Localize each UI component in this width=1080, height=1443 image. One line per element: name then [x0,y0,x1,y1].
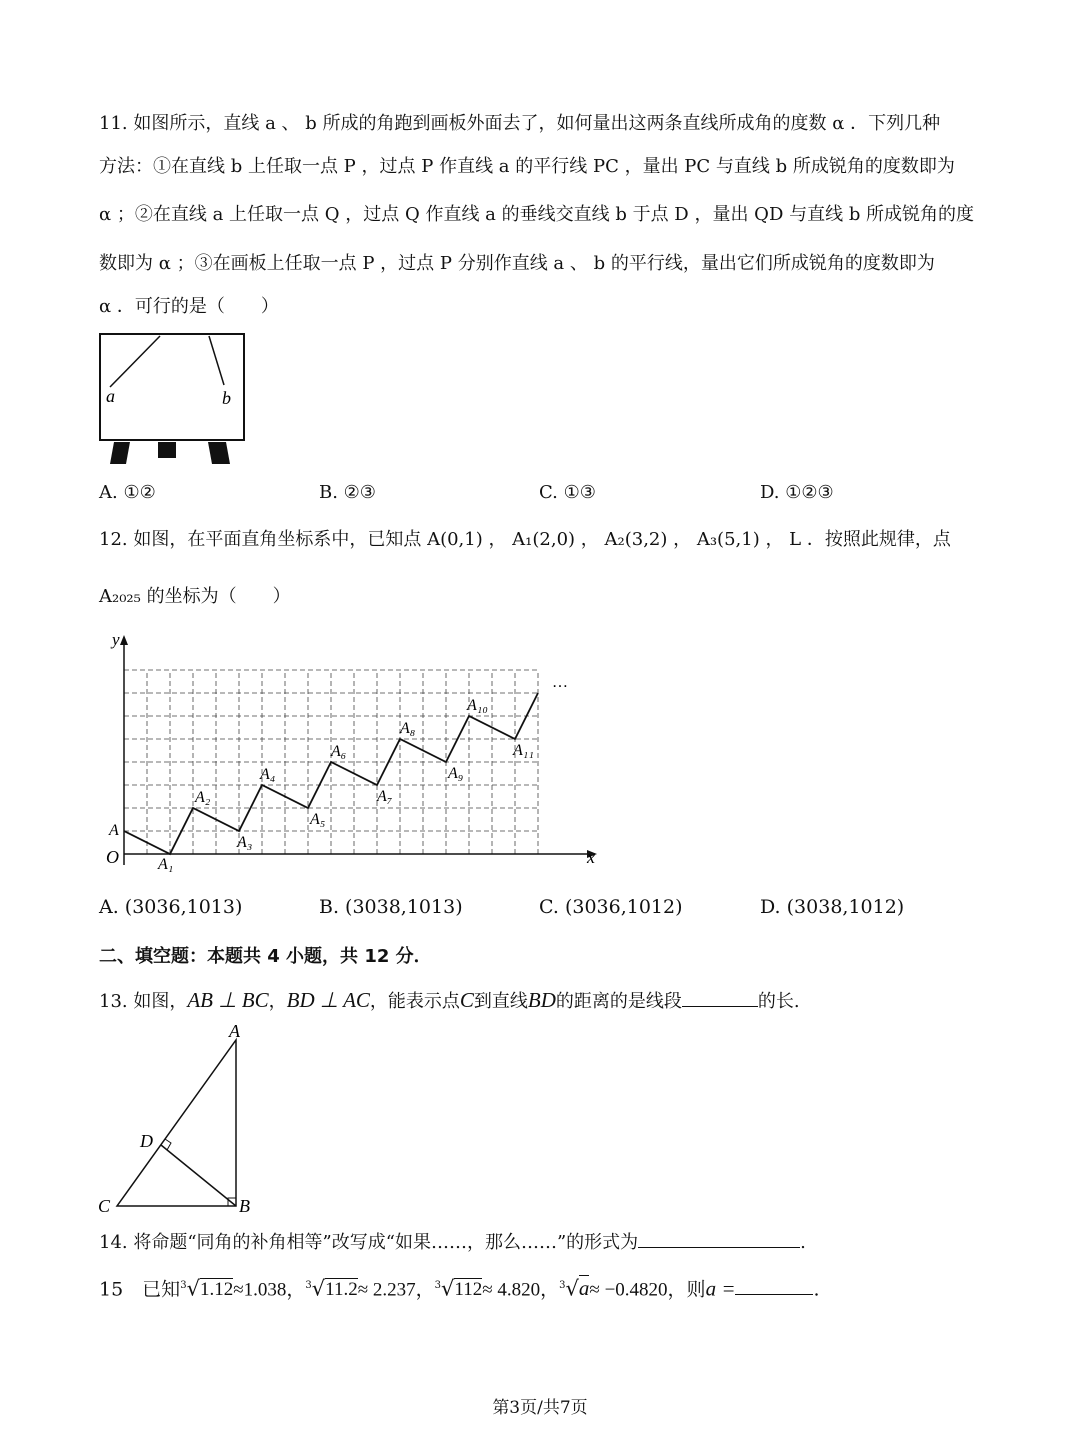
q12-coordinate-chart [100,625,610,875]
point-label-10: A₁₀ [467,697,488,714]
easel-leg-right [208,442,230,464]
q12-line-2: A₂₀₂₅ 的坐标为（ ） [99,586,291,607]
point-label-0: A [109,822,119,839]
q15-radicand-3: 112 [454,1279,483,1301]
q15-value-1: ≈1.038， [233,1279,306,1301]
q11-option-c: C. ①③ [539,482,596,503]
q11-option-a: A. ①② [99,482,156,503]
q14-text: 14. 将命题“同角的补角相等”改写成“如果……，那么……”的形式为 [99,1232,639,1253]
point-label-6: A₆ [331,743,347,760]
point-label-1: A₁ [158,856,174,873]
point-label-11: A₁₁ [513,742,534,759]
q11-option-d: D. ①②③ [760,482,834,503]
q11-label-b: b [222,388,231,408]
q14-end: . [800,1232,806,1253]
q11-line-2: 方法：①在直线 b 上任取一点 P ，过点 P 作直线 a 的平行线 PC ，量出 PC 与直线 b 所成锐角的度数即为 [99,156,955,177]
point-label-9: A₉ [448,765,464,782]
x-axis-label: x [587,847,595,867]
page-footer: 第3页/共7页 [492,1398,588,1418]
easel-leg-middle [158,442,176,458]
q13-answer-blank[interactable] [682,988,758,1007]
q13-line-name: BD [527,988,556,1012]
point-label-5: A₅ [310,811,326,828]
q13-sep: ， [268,991,287,1012]
q13-label-a: A [229,1021,240,1041]
q13-label-d: D [140,1131,153,1151]
y-axis-arrow [120,635,128,645]
q15-answer-blank[interactable] [735,1276,813,1295]
section-2-title: 二、填空题：本题共 4 小题，共 12 分． [99,946,432,967]
q13-label-c: C [98,1196,111,1216]
continuation-ellipsis: … [552,674,568,691]
q12-line-1: 12. 如图，在平面直角坐标系中，已知点 A(0,1) ， A₁(2,0) ， A₂(3,2) ， A₃(5,1) ， L ．按照此规律，点 [99,529,951,550]
q11-drawing-board-figure [96,332,251,467]
q13-cond-1: AB ⊥ BC [187,988,269,1012]
q11-line-5: α ．可行的是（ ） [99,296,279,317]
q13-text-mid-2: 到直线 [473,991,528,1012]
q13-cond-2: BD ⊥ AC [286,988,370,1012]
q11-line-4: 数即为 α ；③在画板上任取一点 P ，过点 P 分别作直线 a 、 b 的平行线，量出它们所成锐角的度数即为 [99,253,935,274]
point-label-7: A₇ [377,788,393,805]
q12-option-b: B. (3038,1013) [319,896,463,918]
q11-label-a: a [106,386,115,406]
point-label-4: A₄ [260,766,276,783]
q15-radicand-4: a [578,1276,590,1301]
q13-triangle-figure [95,1020,265,1220]
q11-option-b: B. ②③ [319,482,376,503]
q12-option-a: A. (3036,1013) [99,896,243,918]
q13-line [99,988,800,1014]
q12-option-d: D. (3038,1012) [760,896,905,918]
q15-prefix: 15 已知 [99,1278,181,1301]
q15-end: . [813,1278,820,1301]
q13-point: C [459,988,474,1012]
q15-value-2: ≈ 2.237， [357,1279,435,1301]
origin-label: O [106,847,119,867]
q15-value-3: ≈ 4.820， [482,1279,560,1301]
q15-radicand-1: 1.12 [199,1279,234,1301]
y-axis-label: y [112,630,120,649]
q13-text-end: 的长. [757,991,800,1012]
q14-line [99,1229,806,1255]
q13-text-mid: ，能表示点 [369,991,460,1012]
point-label-2: A₂ [195,789,211,806]
point-label-3: A₃ [237,834,253,851]
q13-label-b: B [239,1196,250,1216]
q11-line-3: α ；②在直线 a 上任取一点 Q ，过点 Q 作直线 a 的垂线交直线 b 于点 D ，量出 QD 与直线 b 所成锐角的度 [99,204,975,225]
q15-value-4: ≈ −0.4820，则 [589,1279,706,1301]
q11-line-1: 11. 如图所示，直线 a 、 b 所成的角跑到画板外面去了，如何量出这两条直线所成角的度数 α ．下列几种 [99,113,941,134]
q15-radicand-2: 11.2 [325,1279,358,1301]
q15-line: 15 已知$^3$√1.12≈1.038，$^3$√11.2≈ 2.237，$^3$√112≈ 4.820，$^3$√a≈ −0.4820，则a = . [99,1276,820,1301]
q13-text-before: 13. 如图， [99,991,188,1012]
q15-a-eq: a = [705,1276,736,1301]
q14-answer-blank[interactable] [638,1229,800,1248]
easel-leg-left [110,442,130,464]
q13-text-after: 的距离的是线段 [555,991,682,1012]
q12-option-c: C. (3036,1012) [539,896,683,918]
point-label-8: A₈ [400,720,416,737]
